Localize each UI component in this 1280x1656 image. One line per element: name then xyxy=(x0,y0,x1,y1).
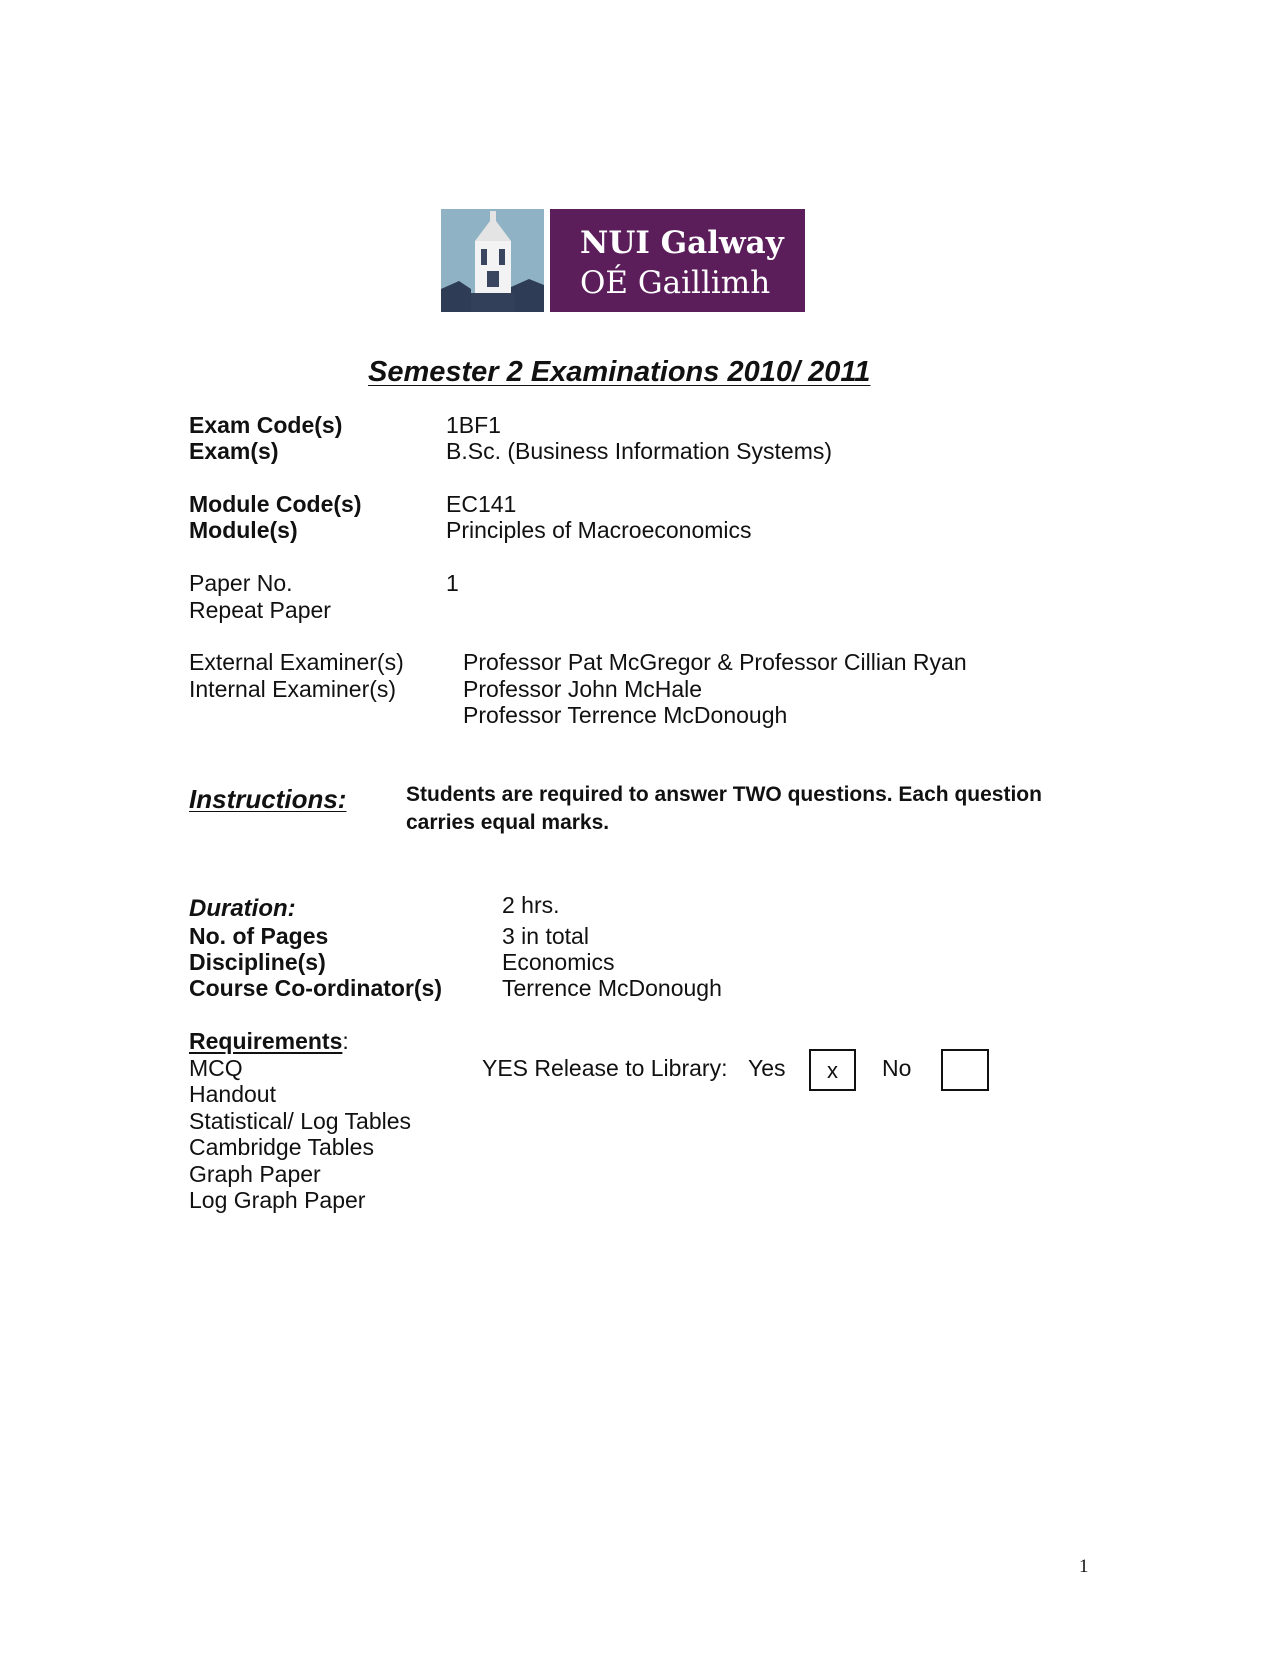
internal-examiners-label: Internal Examiner(s) xyxy=(189,676,397,702)
requirement-item: Cambridge Tables xyxy=(189,1134,374,1160)
internal-examiner: Professor Terrence McDonough xyxy=(463,702,788,728)
duration-value: 2 hrs. xyxy=(502,892,560,918)
repeat-paper-label: Repeat Paper xyxy=(189,597,331,623)
yes-checkbox[interactable]: x xyxy=(809,1049,856,1091)
disciplines-label: Discipline(s) xyxy=(189,949,326,975)
instructions-text: Students are required to answer TWO questions. Each question carries equal marks. xyxy=(406,783,1042,834)
coordinator-value: Terrence McDonough xyxy=(502,975,722,1001)
internal-examiner: Professor John McHale xyxy=(463,676,703,702)
university-name-english: NUI Galway xyxy=(580,225,784,261)
no-checkbox[interactable] xyxy=(941,1049,989,1091)
disciplines-value: Economics xyxy=(502,949,615,975)
external-examiners-value: Professor Pat McGregor & Professor Cillian Ryan xyxy=(463,649,967,675)
requirements-heading xyxy=(189,1028,349,1055)
exams-label: Exam(s) xyxy=(189,438,279,464)
page-number: 1 xyxy=(1079,1556,1089,1577)
page-title: Semester 2 Examinations 2010/ 2011 xyxy=(368,356,871,388)
external-examiners-label: External Examiner(s) xyxy=(189,649,404,675)
module-code-label: Module Code(s) xyxy=(189,491,362,517)
requirement-item: Graph Paper xyxy=(189,1161,321,1187)
release-to-library-label: YES Release to Library: xyxy=(482,1055,728,1081)
requirement-item: Handout xyxy=(189,1081,276,1107)
modules-value: Principles of Macroeconomics xyxy=(446,517,752,543)
coordinator-label: Course Co-ordinator(s) xyxy=(189,975,442,1001)
yes-label: Yes xyxy=(748,1055,786,1081)
requirement-item: Log Graph Paper xyxy=(189,1187,366,1213)
duration-label: Duration: xyxy=(189,895,296,922)
paper-no-value: 1 xyxy=(446,570,459,596)
no-label: No xyxy=(882,1055,912,1081)
pages-label: No. of Pages xyxy=(189,923,329,949)
modules-label: Module(s) xyxy=(189,517,298,543)
paper-no-label: Paper No. xyxy=(189,570,293,596)
module-code-value: EC141 xyxy=(446,491,517,517)
pages-value: 3 in total xyxy=(502,923,589,949)
university-logo xyxy=(441,209,805,312)
exams-value: B.Sc. (Business Information Systems) xyxy=(446,438,833,464)
clock-tower-image xyxy=(441,209,544,312)
exam-code-value: 1BF1 xyxy=(446,412,501,438)
requirement-item: Statistical/ Log Tables xyxy=(189,1108,412,1134)
requirements-colon: : xyxy=(342,1028,349,1054)
requirements-label: Requirements xyxy=(189,1028,343,1054)
instructions-heading: Instructions: xyxy=(189,784,347,814)
university-name-irish: OÉ Gaillimh xyxy=(580,265,771,301)
exam-code-label: Exam Code(s) xyxy=(189,412,343,438)
university-name-panel xyxy=(550,209,805,312)
requirement-item: MCQ xyxy=(189,1055,243,1081)
